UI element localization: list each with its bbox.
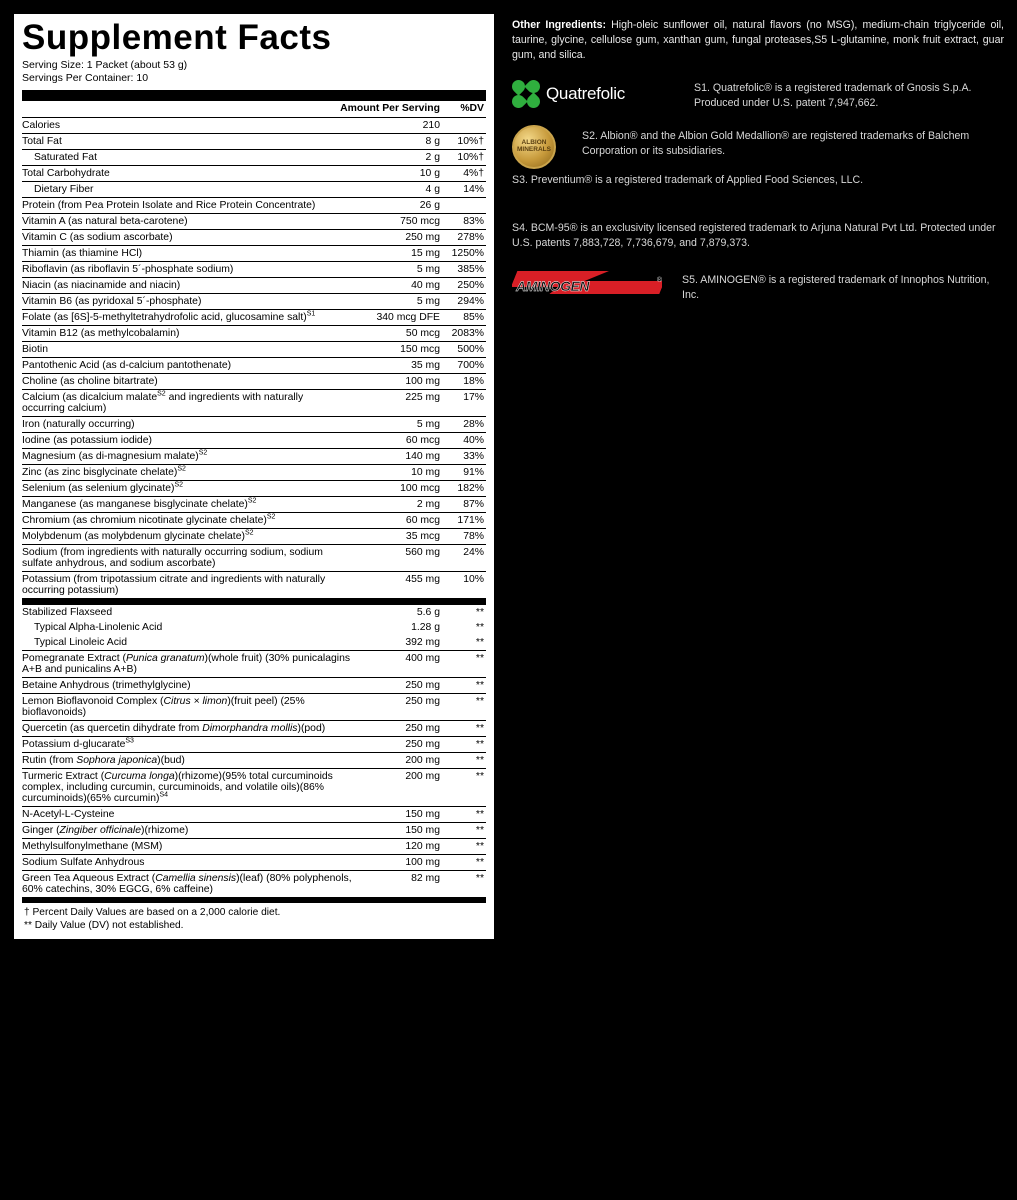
nutrient-amount: 560 mg (340, 544, 440, 571)
nutrient-amount: 5 mg (340, 293, 440, 309)
other-ingredients (512, 18, 1004, 63)
nutrient-name: Turmeric Extract (Curcuma longa)(rhizome)(95% total curcuminoids complex, including curcumin, curcuminoids, and volatile oils)(86% curcuminoids)(65% curcumin)$^{S4}$ (22, 768, 366, 806)
nutrient-dv: ** (440, 806, 486, 822)
nutrient-name: Saturated Fat (22, 149, 340, 165)
trademark-text-s4: S4. BCM-95® is an exclusivity licensed registered trademark to Arjuna Natural Pvt Ltd. Protected under U.S. patents 7,883,728, 7,736,679, and 7,879,373. (512, 222, 996, 250)
nutrient-name: Total Carbohydrate (22, 165, 340, 181)
table-row (22, 838, 486, 854)
nutrient-dv: 85% (440, 309, 486, 325)
table-row (22, 806, 486, 822)
nutrient-dv: ** (440, 720, 486, 736)
nutrient-name: Pomegranate Extract (Punica granatum)(whole fruit) (30% punicalagins A+B and punicalins A+B) (22, 650, 366, 677)
nutrient-name: Iodine (as potassium iodide) (22, 432, 340, 448)
aminogen-logo (512, 269, 672, 303)
table-row (22, 635, 486, 651)
table-row (22, 293, 486, 309)
nutrient-dv (440, 197, 486, 213)
quatrefolic-logo (512, 77, 684, 111)
nutrient-amount: 455 mg (340, 571, 440, 598)
nutrient-table-blend (22, 604, 486, 897)
table-row (22, 650, 486, 677)
nutrient-amount: 225 mg (340, 389, 440, 416)
table-row (22, 822, 486, 838)
nutrient-amount: 60 mcg (340, 432, 440, 448)
nutrient-name: Calories (22, 117, 340, 133)
nutrient-amount: 120 mg (366, 838, 440, 854)
table-row (22, 448, 486, 464)
table-row (22, 117, 486, 133)
nutrient-dv: 40% (440, 432, 486, 448)
nutrient-dv: ** (440, 870, 486, 897)
nutrient-amount: 250 mg (366, 693, 440, 720)
nutrient-amount: 1.28 g (411, 621, 440, 633)
nutrient-name: N-Acetyl-L-Cysteine (22, 806, 366, 822)
nutrient-dv: ** (475, 636, 484, 648)
table-row (22, 604, 486, 620)
other-ingredients-label: Other Ingredients: (512, 19, 606, 31)
nutrient-amount: 250 mg (340, 229, 440, 245)
nutrient-name: Magnesium (as di-magnesium malate)$^{S2}$ (22, 448, 340, 464)
table-row (22, 464, 486, 480)
nutrient-amount: 150 mg (366, 806, 440, 822)
nutrient-dv: ** (440, 736, 486, 752)
nutrient-amount: 8 g (340, 133, 440, 149)
nutrient-name: Zinc (as zinc bisglycinate chelate)$^{S2}$ (22, 464, 340, 480)
nutrient-amount: 15 mg (340, 245, 440, 261)
nutrient-name: Green Tea Aqueous Extract (Camellia sinensis)(leaf) (80% polyphenols, 60% catechins, 30% EGCG, 6% caffeine) (22, 870, 366, 897)
nutrient-name: Thiamin (as thiamine HCl) (22, 245, 340, 261)
table-row (22, 149, 486, 165)
table-row (22, 213, 486, 229)
nutrient-dv: 2083% (440, 325, 486, 341)
nutrient-dv: ** (440, 854, 486, 870)
nutrient-name: Vitamin B12 (as methylcobalamin) (22, 325, 340, 341)
trademark-text-s1: S1. Quatrefolic® is a registered trademark of Gnosis S.p.A. Produced under U.S. patent 7,947,662. (694, 82, 972, 110)
nutrient-dv: 14% (440, 181, 486, 197)
table-row (22, 677, 486, 693)
trademark-note-preventium (512, 173, 1004, 207)
nutrient-amount: 50 mcg (340, 325, 440, 341)
nutrient-amount: 5 mg (340, 261, 440, 277)
servings-per-container: Servings Per Container: 10 (22, 72, 149, 85)
nutrient-amount: 210 (340, 117, 440, 133)
nutrient-amount: 200 mg (366, 752, 440, 768)
nutrient-name: Typical Linoleic Acid (34, 636, 127, 648)
nutrient-name: Protein (from Pea Protein Isolate and Rice Protein Concentrate) (22, 197, 340, 213)
nutrient-name: Calcium (as dicalcium malate$^{S2}$ and ingredients with naturally occurring calcium) (22, 389, 340, 416)
table-row (22, 309, 486, 325)
clover-icon (512, 80, 540, 108)
nutrient-dv: 91% (440, 464, 486, 480)
nutrient-name: Riboflavin (as riboflavin 5´-phosphate sodium) (22, 261, 340, 277)
nutrient-amount: 340 mcg DFE (340, 309, 440, 325)
table-row (22, 197, 486, 213)
table-row (22, 277, 486, 293)
table-row (22, 768, 486, 806)
nutrient-amount: 250 mg (366, 720, 440, 736)
nutrient-name: Stabilized Flaxseed (22, 604, 366, 620)
nutrient-amount: 200 mg (366, 768, 440, 806)
aminogen-tm-mark: ® (656, 277, 662, 285)
quatrefolic-wordmark: Quatrefolic (546, 84, 625, 104)
nutrient-name: Iron (naturally occurring) (22, 416, 340, 432)
nutrient-name: Molybdenum (as molybdenum glycinate chelate)$^{S2}$ (22, 528, 340, 544)
nutrient-dv: 1250% (440, 245, 486, 261)
nutrient-dv: 78% (440, 528, 486, 544)
nutrient-amount: 26 g (340, 197, 440, 213)
nutrient-name: Vitamin A (as natural beta-carotene) (22, 213, 340, 229)
nutrient-dv: 87% (440, 496, 486, 512)
nutrient-dv: ** (440, 677, 486, 693)
trademark-text-s5: S5. AMINOGEN® is a registered trademark of Innophos Nutrition, Inc. (682, 274, 990, 302)
table-row (22, 571, 486, 598)
nutrient-name: Biotin (22, 341, 340, 357)
nutrient-dv: 171% (440, 512, 486, 528)
nutrient-amount: 40 mg (340, 277, 440, 293)
medallion-icon: ALBION MINERALS (512, 125, 556, 169)
trademark-note-quatrefolic (512, 77, 1004, 111)
nutrient-name: Choline (as choline bitartrate) (22, 373, 340, 389)
nutrient-table-main (22, 101, 486, 598)
nutrient-name: Manganese (as manganese bisglycinate chelate)$^{S2}$ (22, 496, 340, 512)
trademark-note-aminogen (512, 269, 1004, 303)
nutrient-name: Potassium d-glucarate$^{S3}$ (22, 736, 366, 752)
page-title: Supplement Facts (22, 18, 332, 57)
nutrient-dv: 250% (440, 277, 486, 293)
nutrient-amount: 392 mg (405, 636, 440, 648)
table-row (22, 165, 486, 181)
nutrient-dv: 33% (440, 448, 486, 464)
nutrient-dv: 24% (440, 544, 486, 571)
column-header-amount: Amount Per Serving (340, 101, 440, 118)
nutrient-amount: 35 mg (340, 357, 440, 373)
nutrient-amount: 400 mg (366, 650, 440, 677)
nutrient-amount: 10 g (340, 165, 440, 181)
nutrient-amount: 100 mg (366, 854, 440, 870)
table-row (22, 693, 486, 720)
nutrient-dv: ** (440, 822, 486, 838)
nutrient-name: Pantothenic Acid (as d-calcium pantothenate) (22, 357, 340, 373)
nutrient-dv: 700% (440, 357, 486, 373)
nutrient-name: Betaine Anhydrous (trimethylglycine) (22, 677, 366, 693)
nutrient-amount: 150 mcg (340, 341, 440, 357)
table-row (22, 325, 486, 341)
nutrient-name: Vitamin C (as sodium ascorbate) (22, 229, 340, 245)
table-row (22, 245, 486, 261)
albion-gold-medallion-logo (512, 125, 572, 159)
nutrient-amount: 250 mg (366, 677, 440, 693)
nutrient-amount: 10 mg (340, 464, 440, 480)
other-ingredients-text: High-oleic sunflower oil, natural flavors (no MSG), medium-chain triglyceride oil, taurine, glycine, cellulose gum, xanthan gum, fungal proteases,S5 L-glutamine, monk fruit extract, guar gum, and silica. (512, 19, 1004, 62)
nutrient-dv: 83% (440, 213, 486, 229)
nutrient-dv: 18% (440, 373, 486, 389)
trademark-text-s3: S3. Preventium® is a registered trademark of Applied Food Sciences, LLC. (512, 174, 864, 187)
table-row (22, 181, 486, 197)
nutrient-name: Typical Alpha-Linolenic Acid (34, 621, 163, 633)
nutrient-name: Potassium (from tripotassium citrate and ingredients with naturally occurring potassium) (22, 571, 340, 598)
table-row (22, 389, 486, 416)
nutrient-name: Selenium (as selenium glycinate)$^{S2}$ (22, 480, 340, 496)
nutrient-dv: 4%† (440, 165, 486, 181)
nutrient-amount: 82 mg (366, 870, 440, 897)
table-row (22, 528, 486, 544)
nutrient-dv: ** (440, 604, 486, 620)
footnote-dv-not-established: ** Daily Value (DV) not established. (24, 920, 184, 932)
nutrient-dv: ** (440, 838, 486, 854)
nutrient-name: Folate (as [6S]-5-methyltetrahydrofolic acid, glucosamine salt)$^{S1}$ (22, 309, 340, 325)
nutrient-name: Sodium (from ingredients with naturally occurring sodium, sodium sulfate anhydrous, and sodium ascorbate) (22, 544, 340, 571)
table-row (22, 341, 486, 357)
nutrient-dv: ** (475, 621, 484, 633)
nutrient-dv (440, 117, 486, 133)
table-row (22, 357, 486, 373)
table-row (22, 480, 486, 496)
nutrient-dv: 182% (440, 480, 486, 496)
nutrient-amount: 60 mcg (340, 512, 440, 528)
nutrient-dv: 500% (440, 341, 486, 357)
nutrient-amount: 750 mcg (340, 213, 440, 229)
nutrient-amount: 100 mg (340, 373, 440, 389)
nutrient-amount: 5 mg (340, 416, 440, 432)
nutrient-dv: 10%† (440, 149, 486, 165)
divider-thick-top (22, 90, 486, 101)
nutrient-dv: ** (440, 768, 486, 806)
nutrient-amount: 100 mcg (340, 480, 440, 496)
table-row (22, 736, 486, 752)
nutrient-name: Chromium (as chromium nicotinate glycinate chelate)$^{S2}$ (22, 512, 340, 528)
nutrient-amount: 4 g (340, 181, 440, 197)
nutrient-name: Dietary Fiber (22, 181, 340, 197)
nutrient-name: Quercetin (as quercetin dihydrate from Dimorphandra mollis)(pod) (22, 720, 366, 736)
table-row (22, 261, 486, 277)
column-header-dv: %DV (440, 101, 486, 118)
trademark-note-albion (512, 125, 1004, 159)
nutrient-amount: 140 mg (340, 448, 440, 464)
serving-size: Serving Size: 1 Packet (about 53 g) (22, 58, 188, 71)
table-row (22, 720, 486, 736)
nutrient-amount: 35 mcg (340, 528, 440, 544)
table-row (22, 870, 486, 897)
nutrient-name: Lemon Bioflavonoid Complex (Citrus × limon)(fruit peel) (25% bioflavonoids) (22, 693, 366, 720)
nutrient-dv: 10%† (440, 133, 486, 149)
nutrient-name: Vitamin B6 (as pyridoxal 5´-phosphate) (22, 293, 340, 309)
nutrient-dv: 294% (440, 293, 486, 309)
nutrient-dv: 10% (440, 571, 486, 598)
table-row (22, 752, 486, 768)
table-row (22, 416, 486, 432)
table-row (22, 373, 486, 389)
trademark-note-bcm95 (512, 221, 1004, 255)
nutrient-amount: 2 mg (340, 496, 440, 512)
table-row (22, 229, 486, 245)
nutrient-amount: 150 mg (366, 822, 440, 838)
nutrient-dv: 278% (440, 229, 486, 245)
nutrient-dv: ** (440, 650, 486, 677)
nutrient-amount: 250 mg (366, 736, 440, 752)
table-row (22, 620, 486, 635)
right-column (512, 18, 1004, 303)
footnotes (22, 903, 486, 934)
table-row (22, 432, 486, 448)
supplement-facts-panel (12, 12, 496, 941)
table-row (22, 544, 486, 571)
nutrient-name: Methylsulfonylmethane (MSM) (22, 838, 366, 854)
nutrient-name: Ginger (Zingiber officinale)(rhizome) (22, 822, 366, 838)
footnote-dv-basis: † Percent Daily Values are based on a 2,000 calorie diet. (24, 906, 281, 918)
aminogen-wordmark: AMINOGEN (516, 278, 589, 295)
table-row (22, 133, 486, 149)
table-row (22, 512, 486, 528)
nutrient-amount: 5.6 g (366, 604, 440, 620)
nutrient-name: Sodium Sulfate Anhydrous (22, 854, 366, 870)
nutrient-dv: 385% (440, 261, 486, 277)
nutrient-dv: 17% (440, 389, 486, 416)
nutrient-name: Rutin (from Sophora japonica)(bud) (22, 752, 366, 768)
nutrient-dv: 28% (440, 416, 486, 432)
nutrient-dv: ** (440, 752, 486, 768)
table-row (22, 854, 486, 870)
nutrient-dv: ** (440, 693, 486, 720)
nutrient-name: Niacin (as niacinamide and niacin) (22, 277, 340, 293)
trademark-text-s2: S2. Albion® and the Albion Gold Medallion® are registered trademarks of Balchem Corporation or its subsidiaries. (582, 130, 970, 158)
nutrient-amount: 2 g (340, 149, 440, 165)
table-row (22, 496, 486, 512)
nutrient-name: Total Fat (22, 133, 340, 149)
